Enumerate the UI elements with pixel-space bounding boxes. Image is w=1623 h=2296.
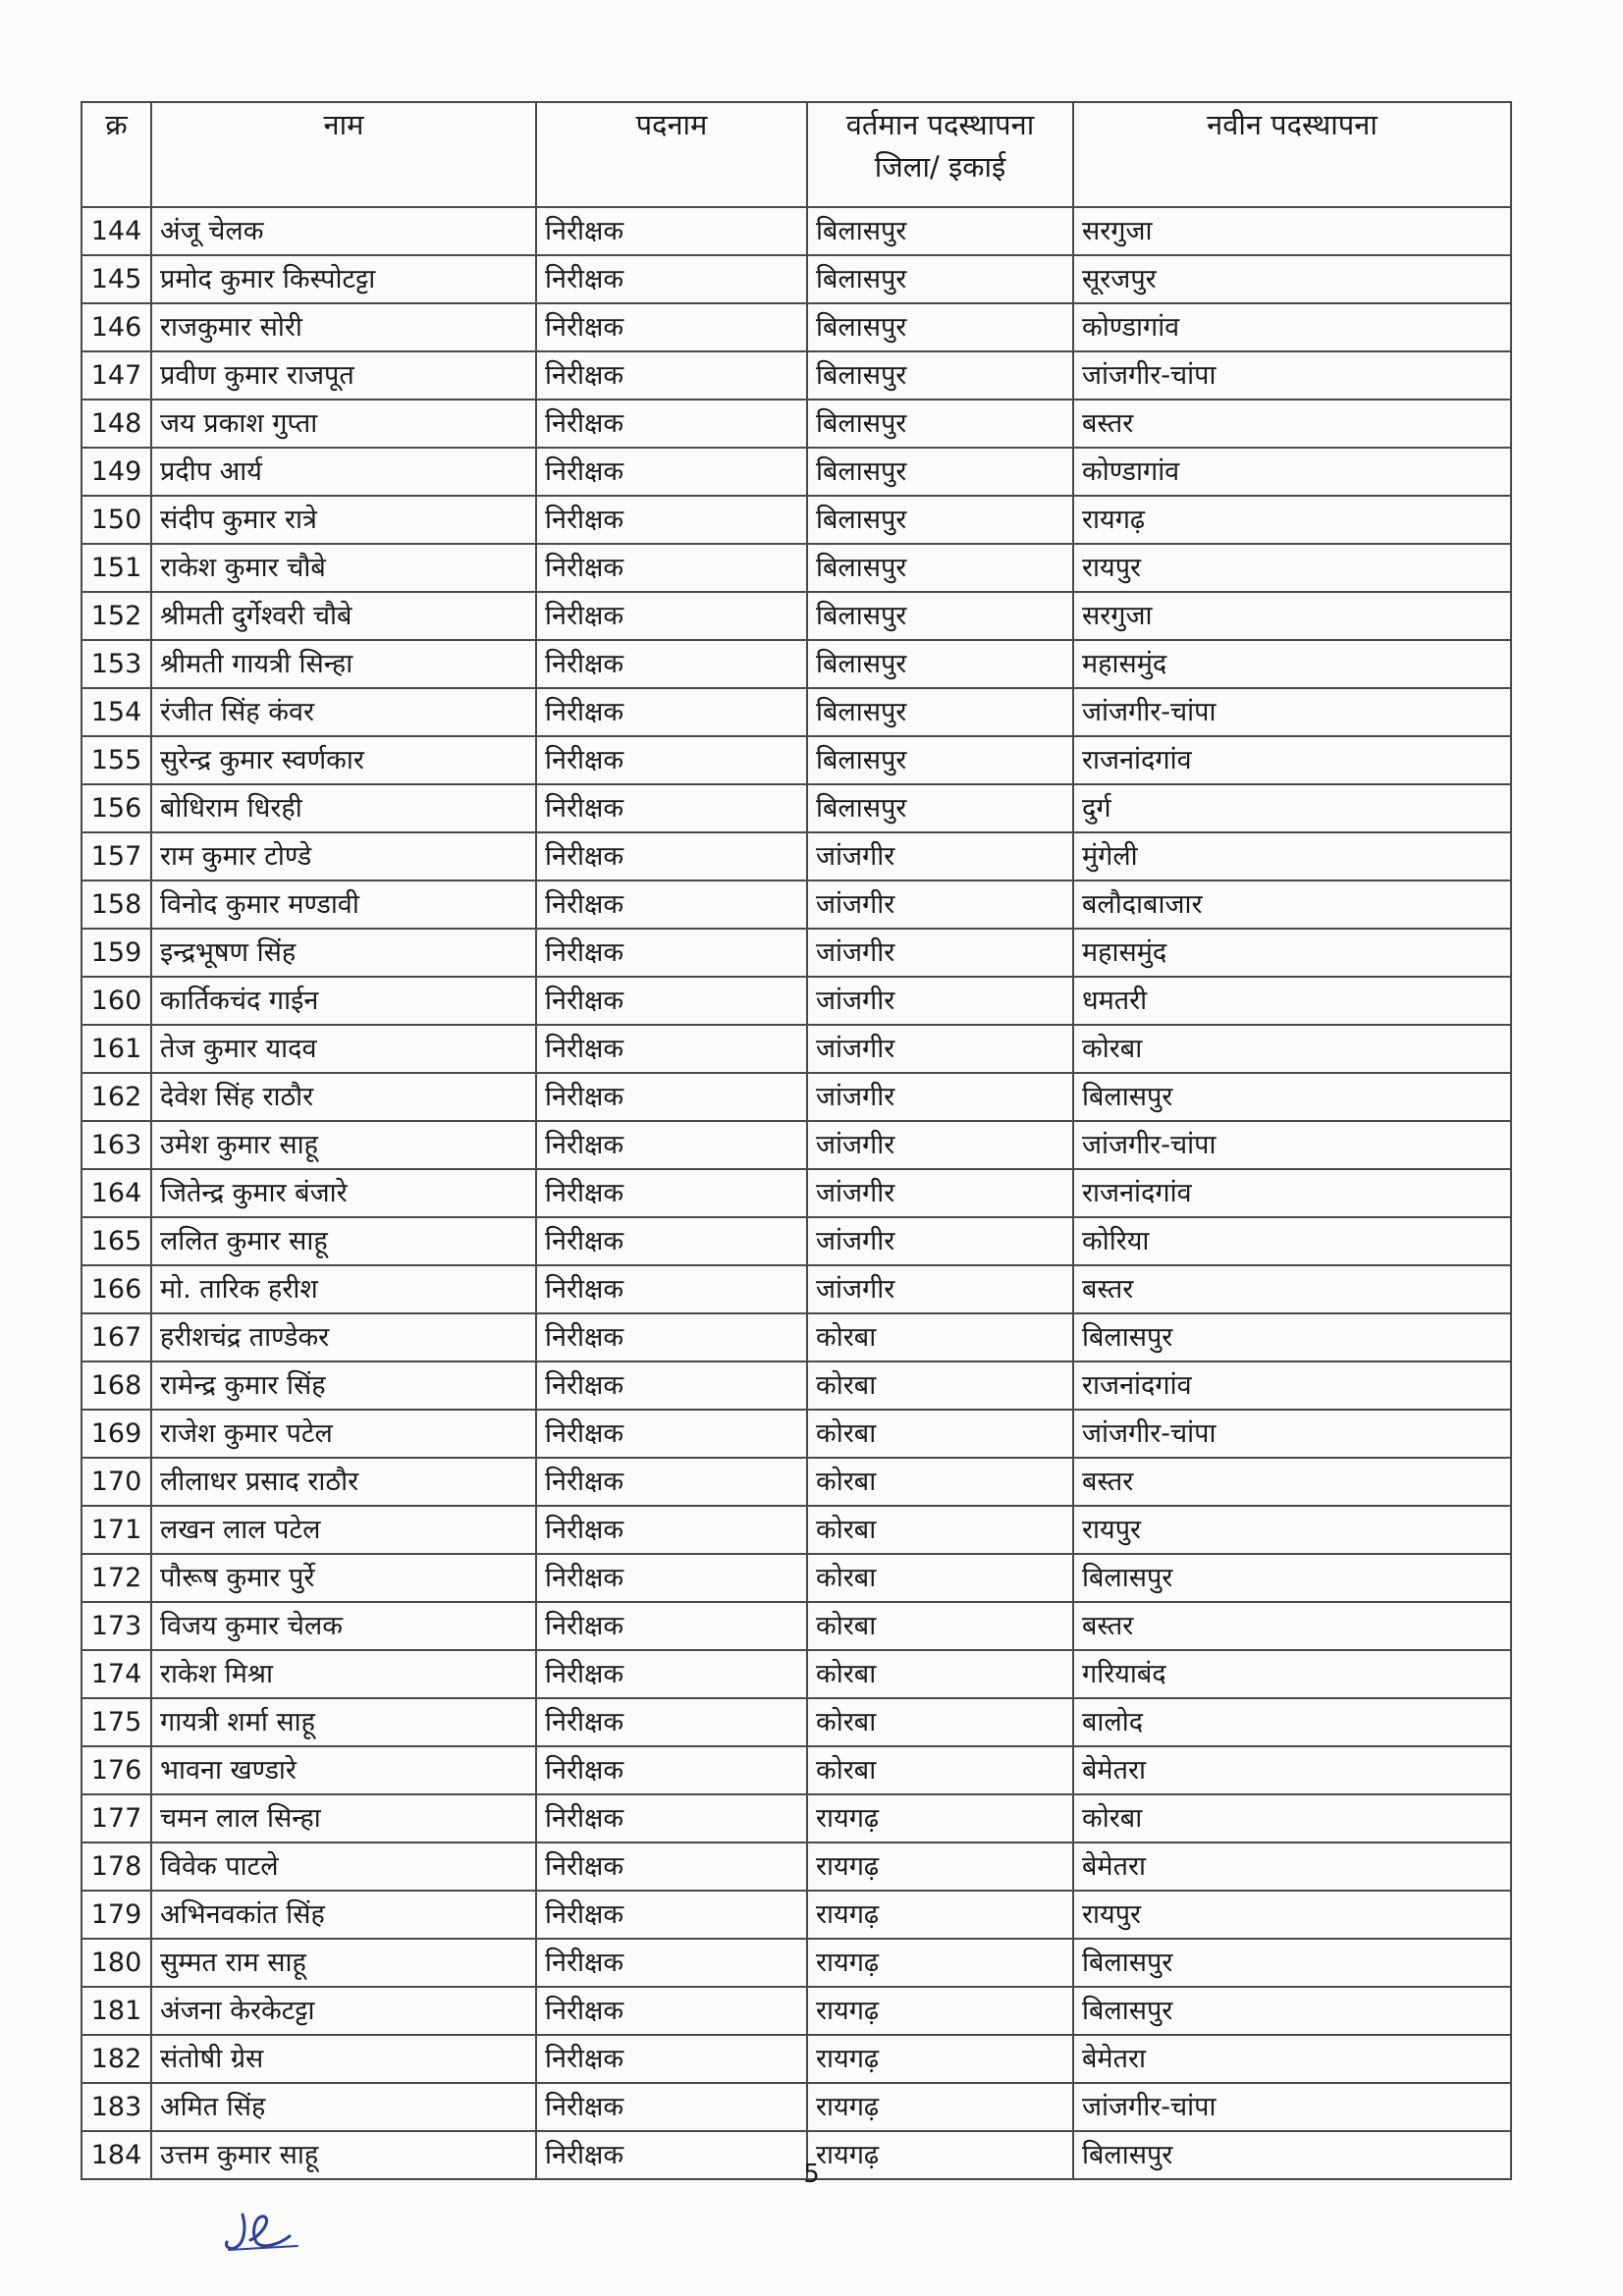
page-number: 5 <box>803 2160 820 2189</box>
cell-designation: निरीक्षक <box>536 1650 807 1698</box>
cell-designation: निरीक्षक <box>536 448 807 496</box>
cell-serial: 174 <box>81 1650 151 1698</box>
cell-serial: 173 <box>81 1602 151 1650</box>
cell-serial: 151 <box>81 544 151 592</box>
cell-new-posting: मुंगेली <box>1073 832 1511 881</box>
table-row <box>81 2083 1511 2131</box>
header-name: नाम <box>151 102 536 207</box>
cell-current-posting: कोरबा <box>807 1362 1073 1410</box>
cell-serial: 178 <box>81 1842 151 1891</box>
cell-serial: 184 <box>81 2131 151 2179</box>
cell-name: राजकुमार सोरी <box>151 303 536 351</box>
cell-name: लखन लाल पटेल <box>151 1506 536 1554</box>
cell-name: जय प्रकाश गुप्ता <box>151 400 536 448</box>
table-row <box>81 1073 1511 1121</box>
cell-new-posting: बेमेतरा <box>1073 1842 1511 1891</box>
cell-designation: निरीक्षक <box>536 832 807 881</box>
cell-current-posting: जांजगीर <box>807 1169 1073 1217</box>
cell-serial: 182 <box>81 2035 151 2083</box>
table-row <box>81 1362 1511 1410</box>
table-row <box>81 640 1511 688</box>
cell-serial: 179 <box>81 1891 151 1939</box>
cell-serial: 145 <box>81 255 151 303</box>
table-row <box>81 688 1511 736</box>
cell-serial: 162 <box>81 1073 151 1121</box>
cell-current-posting: बिलासपुर <box>807 496 1073 544</box>
cell-designation: निरीक्षक <box>536 1746 807 1794</box>
cell-serial: 177 <box>81 1794 151 1842</box>
cell-serial: 147 <box>81 351 151 400</box>
table-row <box>81 496 1511 544</box>
cell-new-posting: राजनांदगांव <box>1073 1362 1511 1410</box>
cell-new-posting: बलौदाबाजार <box>1073 881 1511 929</box>
cell-name: प्रदीप आर्य <box>151 448 536 496</box>
cell-designation: निरीक्षक <box>536 496 807 544</box>
cell-name: राकेश मिश्रा <box>151 1650 536 1698</box>
cell-designation: निरीक्षक <box>536 303 807 351</box>
cell-name: पौरूष कुमार पुर्रे <box>151 1554 536 1602</box>
cell-current-posting: कोरबा <box>807 1313 1073 1362</box>
cell-designation: निरीक्षक <box>536 1025 807 1073</box>
cell-new-posting: बिलासपुर <box>1073 2131 1511 2179</box>
cell-name: विजय कुमार चेलक <box>151 1602 536 1650</box>
cell-current-posting: जांजगीर <box>807 1025 1073 1073</box>
cell-current-posting: जांजगीर <box>807 1073 1073 1121</box>
cell-new-posting: रायपुर <box>1073 1891 1511 1939</box>
header-new-posting: नवीन पदस्थापना <box>1073 102 1511 207</box>
cell-name: अंजू चेलक <box>151 207 536 255</box>
cell-designation: निरीक्षक <box>536 255 807 303</box>
cell-current-posting: कोरबा <box>807 1410 1073 1458</box>
cell-current-posting: रायगढ़ <box>807 2131 1073 2179</box>
cell-serial: 170 <box>81 1458 151 1506</box>
header-current-posting <box>807 102 1073 207</box>
cell-serial: 148 <box>81 400 151 448</box>
cell-designation: निरीक्षक <box>536 688 807 736</box>
cell-name: हरीशचंद्र ताण्डेकर <box>151 1313 536 1362</box>
cell-serial: 168 <box>81 1362 151 1410</box>
cell-new-posting: रायगढ़ <box>1073 496 1511 544</box>
cell-current-posting: बिलासपुर <box>807 784 1073 832</box>
header-serial: क्र <box>81 102 151 207</box>
cell-serial: 149 <box>81 448 151 496</box>
cell-serial: 181 <box>81 1987 151 2035</box>
cell-designation: निरीक्षक <box>536 1939 807 1987</box>
cell-serial: 166 <box>81 1265 151 1313</box>
table-row <box>81 736 1511 784</box>
cell-new-posting: बिलासपुर <box>1073 1313 1511 1362</box>
cell-current-posting: रायगढ़ <box>807 1794 1073 1842</box>
cell-current-posting: कोरबा <box>807 1458 1073 1506</box>
cell-serial: 176 <box>81 1746 151 1794</box>
cell-current-posting: जांजगीर <box>807 1121 1073 1169</box>
table-row <box>81 1602 1511 1650</box>
cell-name: मो. तारिक हरीश <box>151 1265 536 1313</box>
table-row <box>81 1121 1511 1169</box>
cell-current-posting: रायगढ़ <box>807 2083 1073 2131</box>
cell-name: प्रवीण कुमार राजपूत <box>151 351 536 400</box>
cell-new-posting: बिलासपुर <box>1073 1987 1511 2035</box>
cell-new-posting: सरगुजा <box>1073 207 1511 255</box>
cell-name: अमित सिंह <box>151 2083 536 2131</box>
table-row <box>81 832 1511 881</box>
cell-designation: निरीक्षक <box>536 351 807 400</box>
cell-name: विनोद कुमार मण्डावी <box>151 881 536 929</box>
cell-name: उमेश कुमार साहू <box>151 1121 536 1169</box>
cell-name: अंजना केरकेटट्टा <box>151 1987 536 2035</box>
cell-new-posting: राजनांदगांव <box>1073 1169 1511 1217</box>
cell-current-posting: बिलासपुर <box>807 303 1073 351</box>
cell-serial: 153 <box>81 640 151 688</box>
cell-designation: निरीक्षक <box>536 929 807 977</box>
cell-new-posting: जांजगीर-चांपा <box>1073 2083 1511 2131</box>
cell-new-posting: बिलासपुर <box>1073 1554 1511 1602</box>
table-row <box>81 784 1511 832</box>
header-current-posting-line1: वर्तमान पदस्थापना <box>845 108 1035 141</box>
cell-designation: निरीक्षक <box>536 1794 807 1842</box>
cell-designation: निरीक्षक <box>536 2035 807 2083</box>
cell-current-posting: बिलासपुर <box>807 544 1073 592</box>
cell-new-posting: बस्तर <box>1073 1458 1511 1506</box>
table-row <box>81 1458 1511 1506</box>
cell-current-posting: बिलासपुर <box>807 351 1073 400</box>
cell-serial: 144 <box>81 207 151 255</box>
cell-current-posting: बिलासपुर <box>807 592 1073 640</box>
cell-new-posting: बिलासपुर <box>1073 1073 1511 1121</box>
cell-current-posting: रायगढ़ <box>807 2035 1073 2083</box>
cell-name: श्रीमती दुर्गेश्वरी चौबे <box>151 592 536 640</box>
cell-current-posting: बिलासपुर <box>807 255 1073 303</box>
cell-designation: निरीक्षक <box>536 1554 807 1602</box>
table-row <box>81 544 1511 592</box>
cell-designation: निरीक्षक <box>536 1121 807 1169</box>
cell-new-posting: जांजगीर-चांपा <box>1073 1410 1511 1458</box>
table-row <box>81 2035 1511 2083</box>
table-row <box>81 1746 1511 1794</box>
header-current-posting-line2: जिला/ इकाई <box>874 150 1006 184</box>
cell-designation: निरीक्षक <box>536 1073 807 1121</box>
cell-current-posting: कोरबा <box>807 1554 1073 1602</box>
cell-designation: निरीक्षक <box>536 1217 807 1265</box>
cell-new-posting: महासमुंद <box>1073 640 1511 688</box>
table-row <box>81 881 1511 929</box>
cell-current-posting: रायगढ़ <box>807 1891 1073 1939</box>
cell-name: चमन लाल सिन्हा <box>151 1794 536 1842</box>
cell-designation: निरीक्षक <box>536 592 807 640</box>
cell-designation: निरीक्षक <box>536 1410 807 1458</box>
cell-name: राकेश कुमार चौबे <box>151 544 536 592</box>
cell-new-posting: बिलासपुर <box>1073 1939 1511 1987</box>
cell-designation: निरीक्षक <box>536 977 807 1025</box>
cell-designation: निरीक्षक <box>536 736 807 784</box>
cell-new-posting: बेमेतरा <box>1073 1746 1511 1794</box>
cell-new-posting: बालोद <box>1073 1698 1511 1746</box>
table-row <box>81 1313 1511 1362</box>
cell-name: श्रीमती गायत्री सिन्हा <box>151 640 536 688</box>
cell-name: कार्तिकचंद गाईन <box>151 977 536 1025</box>
cell-designation: निरीक्षक <box>536 207 807 255</box>
cell-new-posting: कोरिया <box>1073 1217 1511 1265</box>
cell-serial: 146 <box>81 303 151 351</box>
table-row <box>81 1554 1511 1602</box>
cell-current-posting: रायगढ़ <box>807 1939 1073 1987</box>
table-row <box>81 1410 1511 1458</box>
cell-new-posting: बस्तर <box>1073 400 1511 448</box>
cell-designation: निरीक्षक <box>536 1602 807 1650</box>
cell-current-posting: बिलासपुर <box>807 736 1073 784</box>
cell-name: सुरेन्द्र कुमार स्वर्णकार <box>151 736 536 784</box>
cell-designation: निरीक्षक <box>536 400 807 448</box>
cell-serial: 159 <box>81 929 151 977</box>
cell-serial: 175 <box>81 1698 151 1746</box>
cell-new-posting: सूरजपुर <box>1073 255 1511 303</box>
cell-new-posting: बेमेतरा <box>1073 2035 1511 2083</box>
cell-serial: 164 <box>81 1169 151 1217</box>
cell-name: भावना खण्डारे <box>151 1746 536 1794</box>
cell-name: प्रमोद कुमार किस्पोटट्टा <box>151 255 536 303</box>
cell-new-posting: कोरबा <box>1073 1794 1511 1842</box>
table-row <box>81 255 1511 303</box>
cell-name: गायत्री शर्मा साहू <box>151 1698 536 1746</box>
cell-new-posting: दुर्ग <box>1073 784 1511 832</box>
table-row <box>81 1842 1511 1891</box>
cell-new-posting: बस्तर <box>1073 1602 1511 1650</box>
cell-name: रंजीत सिंह कंवर <box>151 688 536 736</box>
cell-new-posting: जांजगीर-चांपा <box>1073 351 1511 400</box>
table-body <box>81 207 1511 2179</box>
cell-new-posting: जांजगीर-चांपा <box>1073 688 1511 736</box>
table-row <box>81 977 1511 1025</box>
cell-designation: निरीक्षक <box>536 1891 807 1939</box>
cell-current-posting: कोरबा <box>807 1602 1073 1650</box>
cell-serial: 171 <box>81 1506 151 1554</box>
cell-designation: निरीक्षक <box>536 784 807 832</box>
table-row <box>81 448 1511 496</box>
table-row <box>81 1939 1511 1987</box>
cell-name: ललित कुमार साहू <box>151 1217 536 1265</box>
cell-serial: 160 <box>81 977 151 1025</box>
cell-new-posting: कोण्डागांव <box>1073 303 1511 351</box>
cell-serial: 154 <box>81 688 151 736</box>
table-row <box>81 207 1511 255</box>
cell-new-posting: राजनांदगांव <box>1073 736 1511 784</box>
cell-name: विवेक पाटले <box>151 1842 536 1891</box>
cell-current-posting: जांजगीर <box>807 929 1073 977</box>
cell-current-posting: रायगढ़ <box>807 1842 1073 1891</box>
cell-designation: निरीक्षक <box>536 640 807 688</box>
cell-current-posting: कोरबा <box>807 1698 1073 1746</box>
cell-new-posting: धमतरी <box>1073 977 1511 1025</box>
cell-current-posting: जांजगीर <box>807 881 1073 929</box>
cell-serial: 163 <box>81 1121 151 1169</box>
cell-designation: निरीक्षक <box>536 1458 807 1506</box>
cell-new-posting: महासमुंद <box>1073 929 1511 977</box>
cell-name: रामेन्द्र कुमार सिंह <box>151 1362 536 1410</box>
table-row <box>81 1794 1511 1842</box>
cell-designation: निरीक्षक <box>536 1842 807 1891</box>
cell-current-posting: कोरबा <box>807 1650 1073 1698</box>
cell-serial: 172 <box>81 1554 151 1602</box>
table-row <box>81 929 1511 977</box>
cell-serial: 155 <box>81 736 151 784</box>
cell-designation: निरीक्षक <box>536 1987 807 2035</box>
cell-serial: 158 <box>81 881 151 929</box>
cell-current-posting: बिलासपुर <box>807 448 1073 496</box>
cell-serial: 150 <box>81 496 151 544</box>
cell-new-posting: जांजगीर-चांपा <box>1073 1121 1511 1169</box>
table-row <box>81 1698 1511 1746</box>
cell-current-posting: बिलासपुर <box>807 400 1073 448</box>
table-row <box>81 1169 1511 1217</box>
cell-current-posting: बिलासपुर <box>807 207 1073 255</box>
signature-initials <box>221 2207 309 2256</box>
table-row <box>81 1506 1511 1554</box>
cell-name: संतोषी ग्रेस <box>151 2035 536 2083</box>
cell-current-posting: बिलासपुर <box>807 640 1073 688</box>
cell-name: राजेश कुमार पटेल <box>151 1410 536 1458</box>
cell-designation: निरीक्षक <box>536 1265 807 1313</box>
cell-current-posting: जांजगीर <box>807 832 1073 881</box>
cell-designation: निरीक्षक <box>536 2131 807 2179</box>
cell-name: उत्तम कुमार साहू <box>151 2131 536 2179</box>
cell-name: अभिनवकांत सिंह <box>151 1891 536 1939</box>
table-row <box>81 303 1511 351</box>
table-row <box>81 1217 1511 1265</box>
cell-name: देवेश सिंह राठौर <box>151 1073 536 1121</box>
cell-serial: 167 <box>81 1313 151 1362</box>
table-row <box>81 592 1511 640</box>
cell-current-posting: जांजगीर <box>807 977 1073 1025</box>
table-row <box>81 1650 1511 1698</box>
cell-new-posting: रायपुर <box>1073 1506 1511 1554</box>
cell-name: सुम्मत राम साहू <box>151 1939 536 1987</box>
cell-serial: 165 <box>81 1217 151 1265</box>
table-row <box>81 1025 1511 1073</box>
cell-current-posting: कोरबा <box>807 1746 1073 1794</box>
cell-designation: निरीक्षक <box>536 1506 807 1554</box>
cell-new-posting: बस्तर <box>1073 1265 1511 1313</box>
table-row <box>81 1891 1511 1939</box>
cell-serial: 152 <box>81 592 151 640</box>
cell-designation: निरीक्षक <box>536 881 807 929</box>
cell-new-posting: गरियाबंद <box>1073 1650 1511 1698</box>
cell-designation: निरीक्षक <box>536 544 807 592</box>
cell-designation: निरीक्षक <box>536 1313 807 1362</box>
table-row <box>81 351 1511 400</box>
cell-current-posting: जांजगीर <box>807 1217 1073 1265</box>
transfer-table <box>81 101 1512 2180</box>
cell-new-posting: कोण्डागांव <box>1073 448 1511 496</box>
cell-designation: निरीक्षक <box>536 1698 807 1746</box>
cell-serial: 156 <box>81 784 151 832</box>
cell-current-posting: बिलासपुर <box>807 688 1073 736</box>
table-row <box>81 1265 1511 1313</box>
cell-serial: 180 <box>81 1939 151 1987</box>
cell-name: इन्द्रभूषण सिंह <box>151 929 536 977</box>
cell-serial: 169 <box>81 1410 151 1458</box>
cell-serial: 161 <box>81 1025 151 1073</box>
table-row <box>81 400 1511 448</box>
cell-serial: 183 <box>81 2083 151 2131</box>
cell-current-posting: कोरबा <box>807 1506 1073 1554</box>
cell-designation: निरीक्षक <box>536 1362 807 1410</box>
cell-name: तेज कुमार यादव <box>151 1025 536 1073</box>
table-header-row <box>81 102 1511 207</box>
cell-name: लीलाधर प्रसाद राठौर <box>151 1458 536 1506</box>
cell-name: बोधिराम धिरही <box>151 784 536 832</box>
header-designation: पदनाम <box>536 102 807 207</box>
cell-name: राम कुमार टोण्डे <box>151 832 536 881</box>
cell-serial: 157 <box>81 832 151 881</box>
cell-current-posting: रायगढ़ <box>807 1987 1073 2035</box>
cell-designation: निरीक्षक <box>536 2083 807 2131</box>
cell-name: संदीप कुमार रात्रे <box>151 496 536 544</box>
cell-new-posting: कोरबा <box>1073 1025 1511 1073</box>
table-row <box>81 1987 1511 2035</box>
cell-name: जितेन्द्र कुमार बंजारे <box>151 1169 536 1217</box>
cell-designation: निरीक्षक <box>536 1169 807 1217</box>
cell-current-posting: जांजगीर <box>807 1265 1073 1313</box>
cell-new-posting: रायपुर <box>1073 544 1511 592</box>
cell-new-posting: सरगुजा <box>1073 592 1511 640</box>
